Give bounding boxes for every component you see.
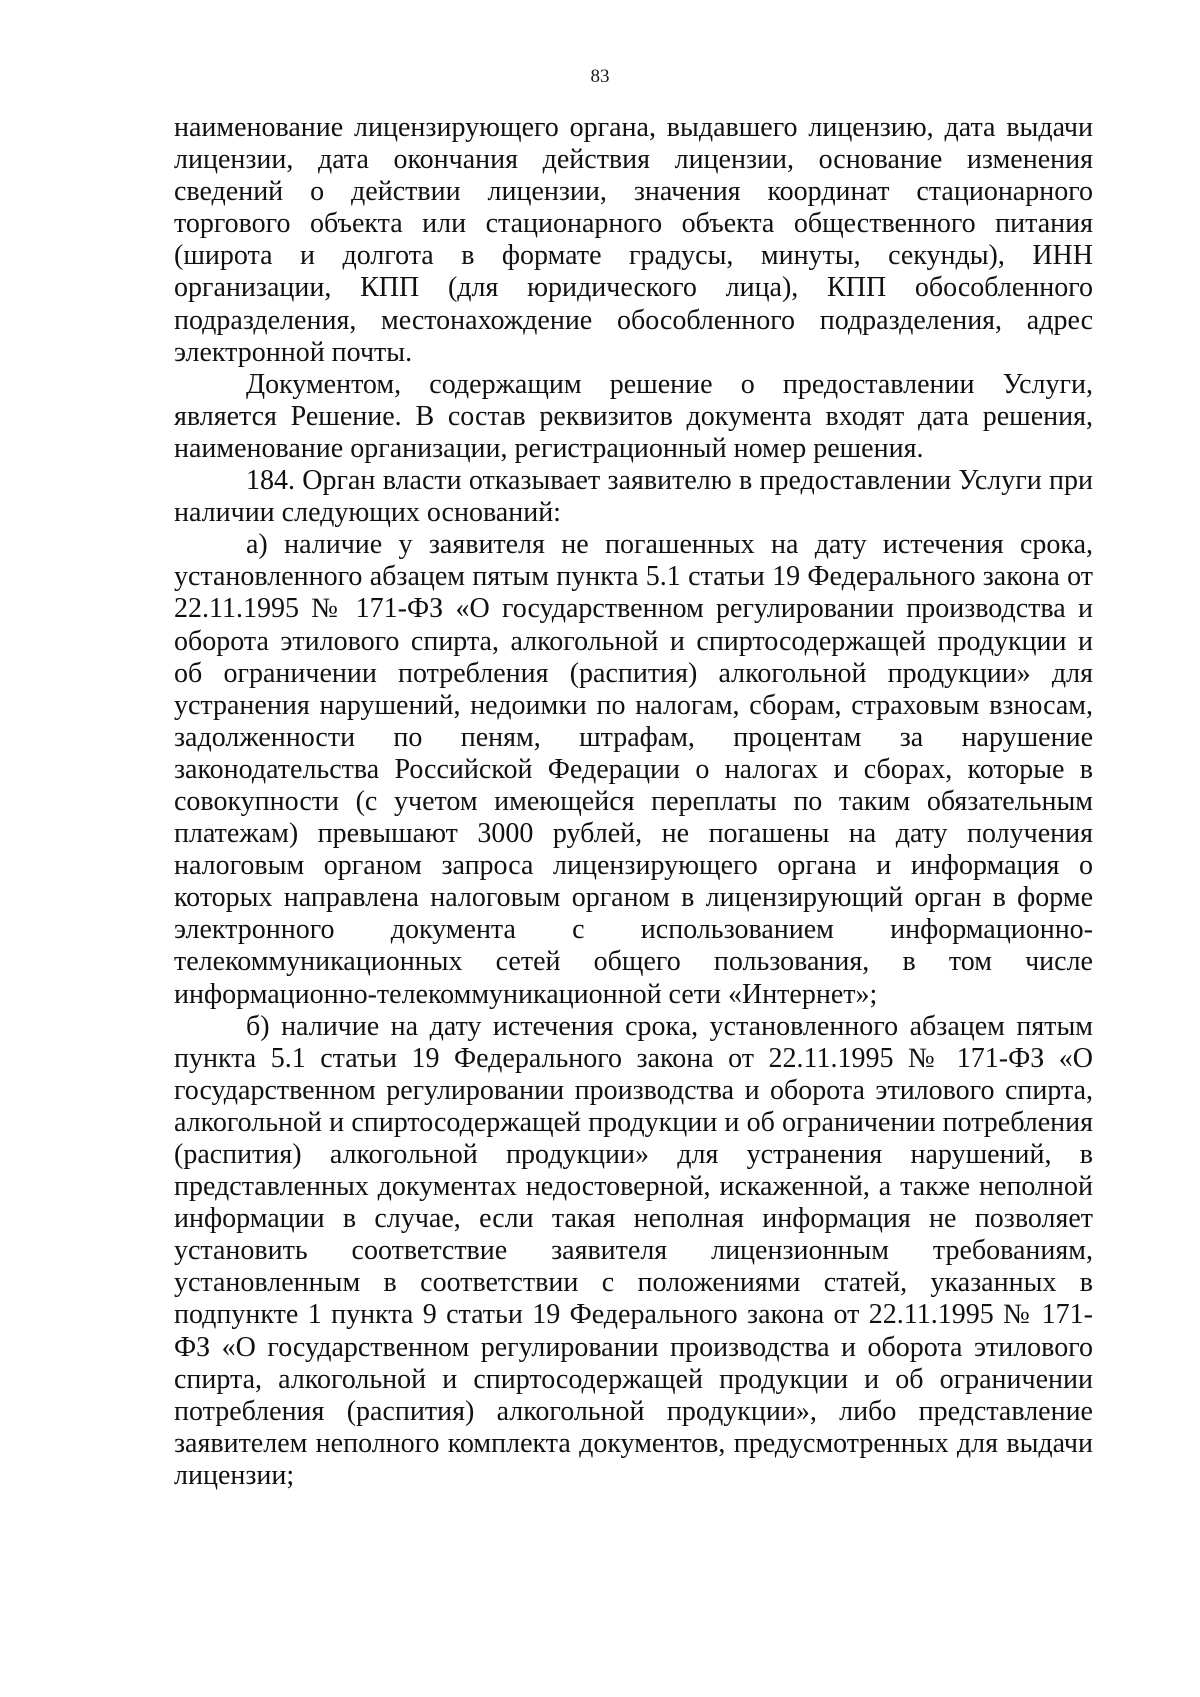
page-number: 83 [590,66,610,87]
document-body [174,112,1093,1492]
paragraph-license-details: наименование лицензирующего органа, выдавшего лицензию, дата выдачи лицензии, дата окончания действия лицензии, основание изменения сведений о действии лицензии, значения координат стационарного торгового объекта или стационарного объекта общественного питания (широта и долгота в формате градусы, минуты, секунды), ИНН организации, КПП (для юридического лица), КПП обособленного подразделения, местонахождение обособленного подразделения, адрес электронной почты. [174,112,1093,368]
paragraph-decision-document: Документом, содержащим решение о предоставлении Услуги, является Решение. В состав реквизитов документа входят дата решения, наименование организации, регистрационный номер решения. [174,368,1093,464]
paragraph-ground-a: а) наличие у заявителя не погашенных на дату истечения срока, установленного абзацем пятым пункта 5.1 статьи 19 Федерального закона от 22.11.1995 № 171-ФЗ «О государственном регулировании производства и оборота этилового спирта, алкогольной и спиртосодержащей продукции и об ограничении потребления (распития) алкогольной продукции» для устранения нарушений, недоимки по налогам, сборам, страховым взносам, задолженности по пеням, штрафам, процентам за нарушение законодательства Российской Федерации о налогах и сборах, которые в совокупности (с учетом имеющейся переплаты по таким обязательным платежам) превышают 3000 рублей, не погашены на дату получения налоговым органом запроса лицензирующего органа и информация о которых направлена налоговым органом в лицензирующий орган в форме электронного документа с использованием информационно-телекоммуникационных сетей общего пользования, в том числе информационно-телекоммуникационной сети «Интернет»; [174,529,1093,1010]
paragraph-184-refusal-grounds: 184. Орган власти отказывает заявителю в предоставлении Услуги при наличии следующих оснований: [174,465,1093,529]
paragraph-ground-b: б) наличие на дату истечения срока, установленного абзацем пятым пункта 5.1 статьи 19 Федерального закона от 22.11.1995 № 171-ФЗ «О государственном регулировании производства и оборота этилового спирта, алкогольной и спиртосодержащей продукции и об ограничении потребления (распития) алкогольной продукции» для устранения нарушений, в представленных документах недостоверной, искаженной, а также неполной информации в случае, если такая неполная информация не позволяет установить соответствие заявителя лицензионным требованиям, установленным в соответствии с положениями статей, указанных в подпункте 1 пункта 9 статьи 19 Федерального закона от 22.11.1995 № 171-ФЗ «О государственном регулировании производства и оборота этилового спирта, алкогольной и спиртосодержащей продукции и об ограничении потребления (распития) алкогольной продукции», либо представление заявителем неполного комплекта документов, предусмотренных для выдачи лицензии; [174,1010,1093,1491]
